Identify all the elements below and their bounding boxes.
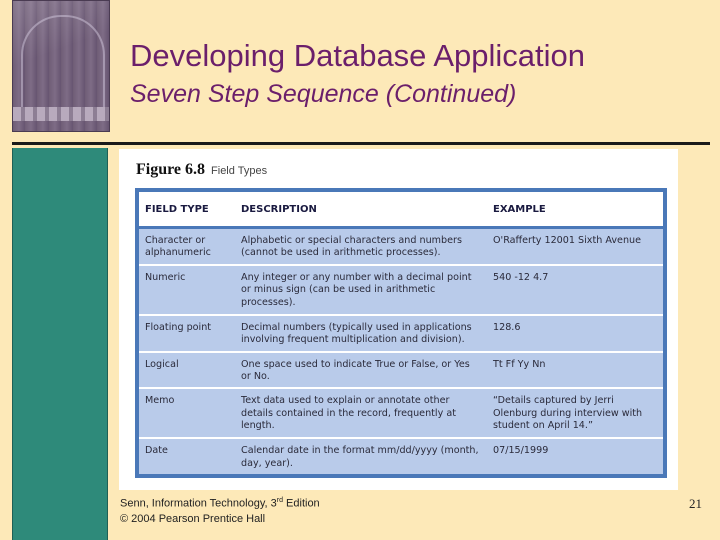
figure-caption <box>136 161 267 179</box>
slide-subtitle: Seven Step Sequence (Continued) <box>130 80 517 108</box>
example-cell: 07/15/1999 <box>487 438 663 474</box>
field-type-cell: Floating point <box>139 315 235 352</box>
table-header-row <box>139 192 663 228</box>
citation-text: Senn, Information Technology, 3 <box>120 497 277 510</box>
citation-edition: Edition <box>282 497 320 510</box>
header-photo <box>12 0 110 132</box>
citation-line-1 <box>120 496 320 512</box>
column-header: EXAMPLE <box>487 192 663 228</box>
title-divider <box>12 142 710 145</box>
field-type-cell: Logical <box>139 352 235 389</box>
table-row <box>139 352 663 389</box>
copyright-line: © 2004 Pearson Prentice Hall <box>120 513 266 526</box>
figure-name: Field Types <box>211 165 268 177</box>
field-type-cell: Character or alphanumeric <box>139 228 235 265</box>
footer-citation <box>120 496 320 527</box>
photo-ledge-shape <box>13 107 109 121</box>
photo-arch-shape <box>21 15 105 107</box>
figure-image <box>119 149 678 490</box>
description-cell: Alphabetic or special characters and numbers (cannot be used in arithmetic processes). <box>235 228 487 265</box>
field-type-cell: Date <box>139 438 235 474</box>
table-row <box>139 438 663 474</box>
example-cell: 540 -12 4.7 <box>487 265 663 315</box>
field-type-cell: Numeric <box>139 265 235 315</box>
example-cell: “Details captured by Jerri Olenburg during interview with student on April 14.” <box>487 388 663 438</box>
description-cell: Any integer or any number with a decimal point or minus sign (can be used in arithmetic processes). <box>235 265 487 315</box>
field-type-cell: Memo <box>139 388 235 438</box>
edition-suffix: rd <box>276 497 283 504</box>
page-number: 21 <box>689 496 702 511</box>
field-types-table <box>139 192 663 474</box>
table-row <box>139 388 663 438</box>
description-cell: One space used to indicate True or False, or Yes or No. <box>235 352 487 389</box>
slide-title: Developing Database Application <box>130 38 585 73</box>
left-sidebar-bar <box>12 148 108 540</box>
description-cell: Calendar date in the format mm/dd/yyyy (month, day, year). <box>235 438 487 474</box>
table-row <box>139 228 663 265</box>
description-cell: Text data used to explain or annotate other details contained in the record, frequently at length. <box>235 388 487 438</box>
table-row <box>139 265 663 315</box>
figure-number: Figure 6.8 <box>136 161 206 178</box>
column-header: FIELD TYPE <box>139 192 235 228</box>
example-cell: O'Rafferty 12001 Sixth Avenue <box>487 228 663 265</box>
example-cell: 128.6 <box>487 315 663 352</box>
description-cell: Decimal numbers (typically used in applications involving frequent multiplication and division). <box>235 315 487 352</box>
example-cell: Tt Ff Yy Nn <box>487 352 663 389</box>
table-row <box>139 315 663 352</box>
column-header: DESCRIPTION <box>235 192 487 228</box>
field-types-table-frame <box>135 188 667 478</box>
